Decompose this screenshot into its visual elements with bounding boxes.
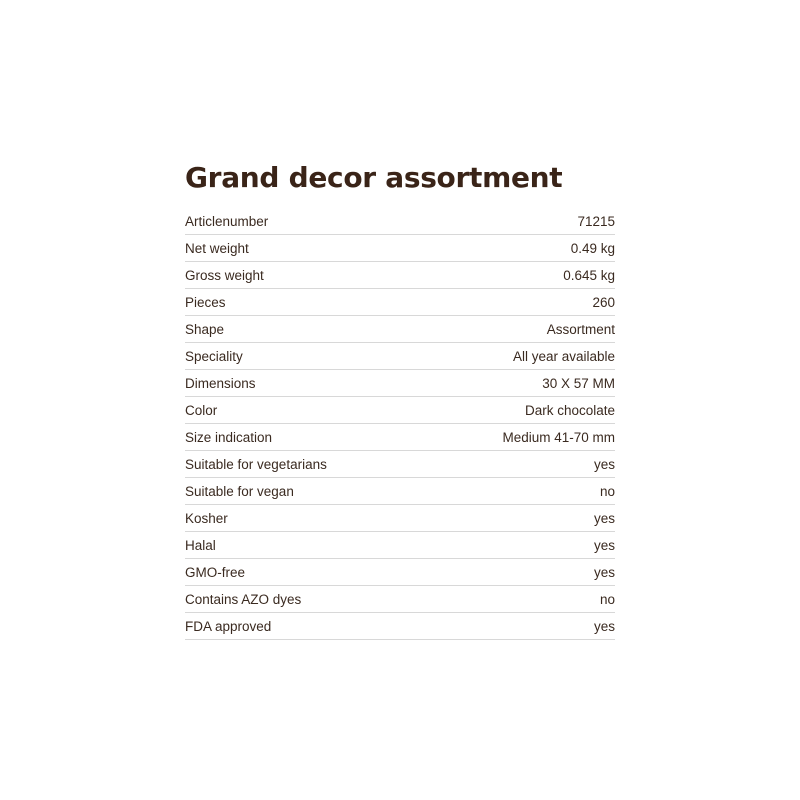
spec-table	[185, 208, 615, 640]
spec-table-body	[185, 208, 615, 640]
spec-row	[185, 532, 615, 559]
spec-label: Suitable for vegetarians	[185, 451, 425, 478]
product-title: Grand decor assortment	[185, 161, 563, 194]
spec-label: Shape	[185, 316, 425, 343]
spec-row	[185, 478, 615, 505]
spec-value: Dark chocolate	[425, 397, 615, 424]
spec-value: 0.645 kg	[425, 262, 615, 289]
spec-label: GMO-free	[185, 559, 425, 586]
spec-row	[185, 316, 615, 343]
spec-label: Pieces	[185, 289, 425, 316]
spec-row	[185, 235, 615, 262]
spec-value: 0.49 kg	[425, 235, 615, 262]
spec-label: Color	[185, 397, 425, 424]
spec-row	[185, 208, 615, 235]
spec-value: yes	[425, 505, 615, 532]
spec-label: Articlenumber	[185, 208, 425, 235]
spec-label: Dimensions	[185, 370, 425, 397]
spec-value: Medium 41-70 mm	[425, 424, 615, 451]
spec-value: 71215	[425, 208, 615, 235]
spec-row	[185, 370, 615, 397]
spec-value: no	[425, 586, 615, 613]
spec-row	[185, 397, 615, 424]
spec-row	[185, 586, 615, 613]
spec-value: no	[425, 478, 615, 505]
spec-label: Halal	[185, 532, 425, 559]
spec-row	[185, 613, 615, 640]
spec-label: Size indication	[185, 424, 425, 451]
spec-row	[185, 343, 615, 370]
spec-row	[185, 424, 615, 451]
spec-label: Contains AZO dyes	[185, 586, 425, 613]
spec-label: FDA approved	[185, 613, 425, 640]
spec-row	[185, 262, 615, 289]
spec-label: Suitable for vegan	[185, 478, 425, 505]
product-spec-panel	[185, 158, 615, 640]
spec-value: Assortment	[425, 316, 615, 343]
spec-label: Kosher	[185, 505, 425, 532]
spec-value: 260	[425, 289, 615, 316]
spec-value: yes	[425, 559, 615, 586]
spec-label: Net weight	[185, 235, 425, 262]
spec-value: 30 X 57 MM	[425, 370, 615, 397]
spec-row	[185, 559, 615, 586]
spec-row	[185, 451, 615, 478]
spec-row	[185, 289, 615, 316]
spec-row	[185, 505, 615, 532]
spec-value: yes	[425, 532, 615, 559]
spec-label: Speciality	[185, 343, 425, 370]
spec-value: All year available	[425, 343, 615, 370]
spec-label: Gross weight	[185, 262, 425, 289]
spec-value: yes	[425, 613, 615, 640]
spec-value: yes	[425, 451, 615, 478]
